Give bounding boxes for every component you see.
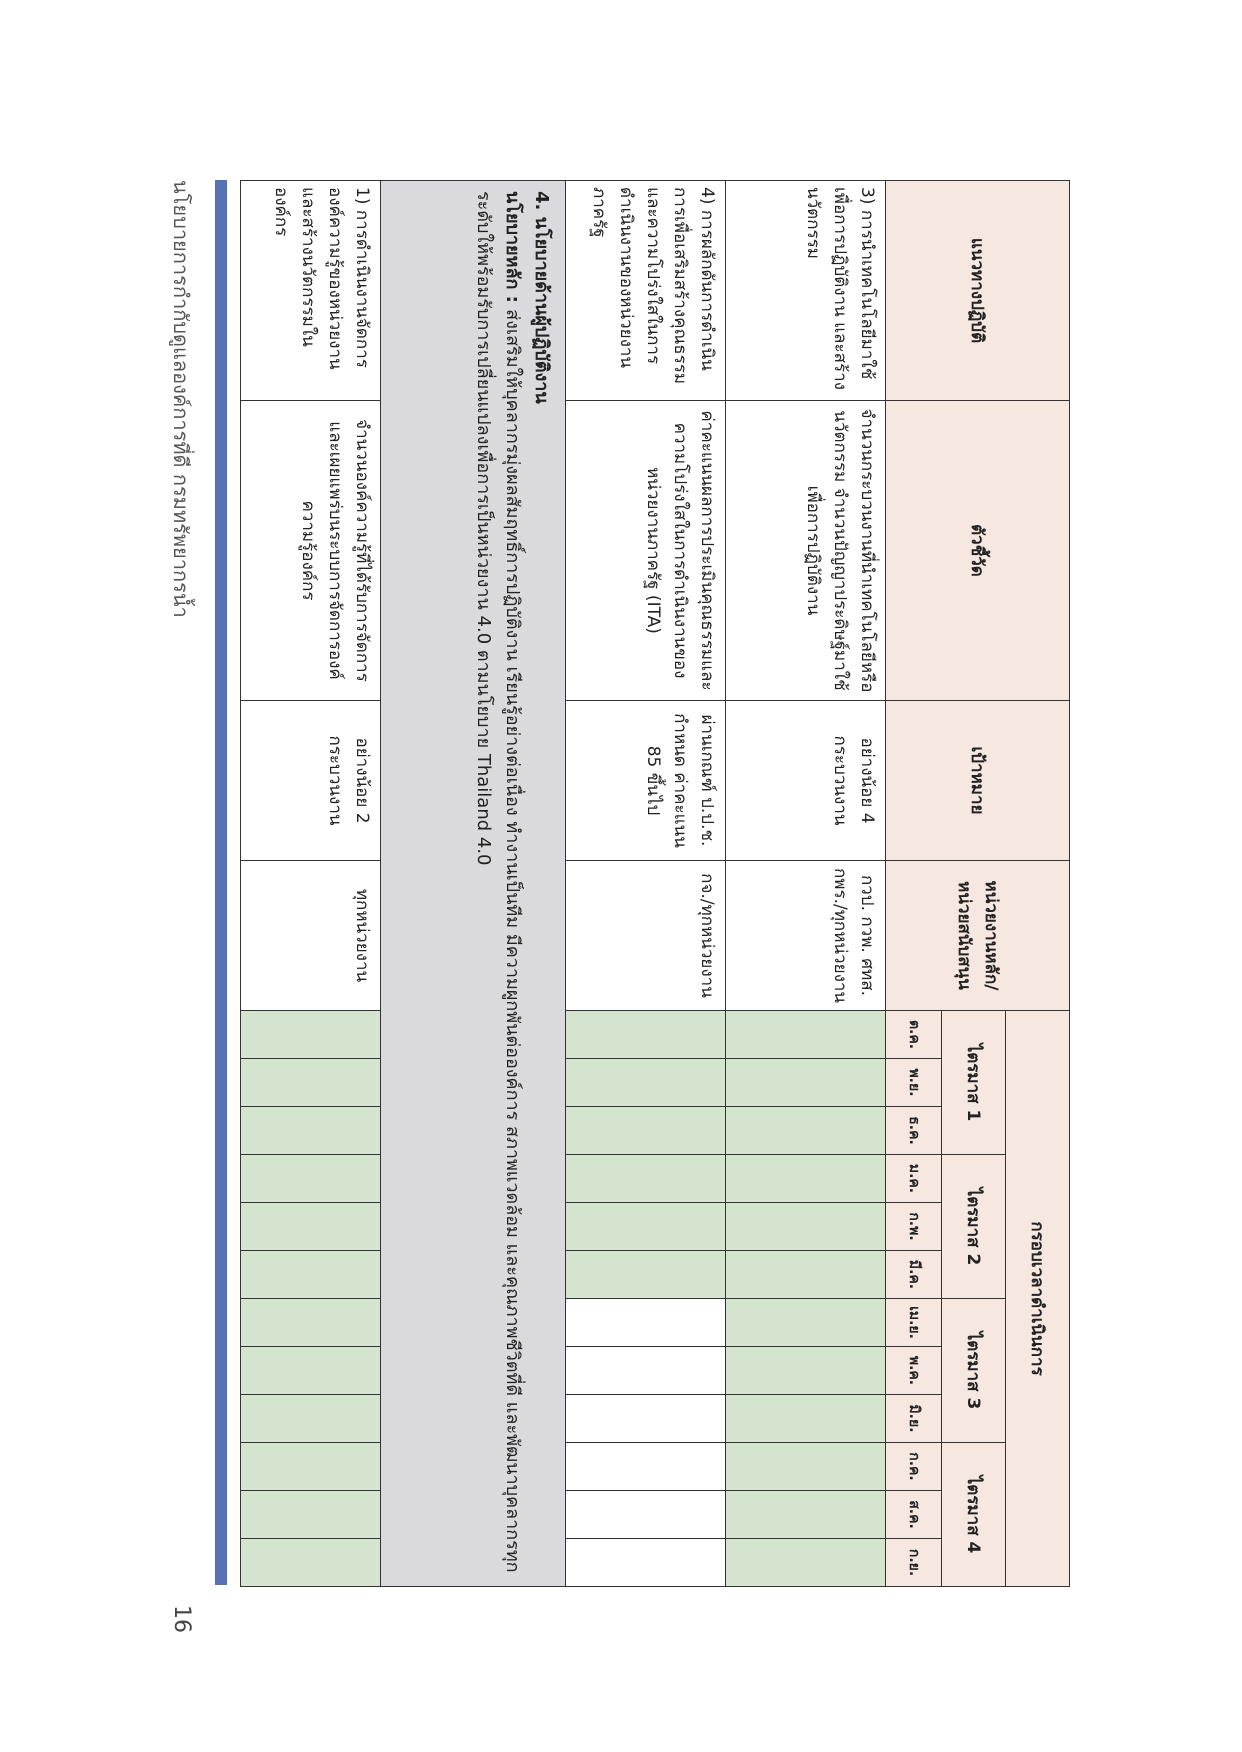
schedule-cell <box>566 1059 726 1107</box>
month: ก.ค. <box>886 1443 941 1491</box>
col-timeframe: กรอบเวลาดำเนินการ <box>1005 1011 1069 1587</box>
schedule-cell <box>726 1299 886 1347</box>
schedule-cell <box>566 1011 726 1059</box>
quarter-1: ไตรมาส 1 <box>941 1011 1005 1155</box>
action-plan-table <box>240 180 1070 1587</box>
quarter-3: ไตรมาส 3 <box>941 1299 1005 1443</box>
table-row <box>566 181 726 1587</box>
schedule-cell <box>566 1491 726 1539</box>
policy-block <box>381 181 566 1587</box>
table-row <box>241 181 381 1587</box>
schedule-cell <box>566 1299 726 1347</box>
schedule-cell <box>241 1155 381 1203</box>
col-indicator: ตัวชี้วัด <box>886 401 1070 701</box>
schedule-cell <box>566 1347 726 1395</box>
row-approach: 4) การผลักดันการดำเนินการเพื่อเสริมสร้างคุณธรรมและความโปร่งใสในการดำเนินงานของหน่วยงานภาครัฐ <box>566 181 726 401</box>
page-number: 16 <box>169 1605 194 1633</box>
month: มิ.ย. <box>886 1395 941 1443</box>
schedule-cell <box>241 1011 381 1059</box>
schedule-cell <box>726 1011 886 1059</box>
schedule-cell <box>726 1251 886 1299</box>
col-target: เป้าหมาย <box>886 701 1070 861</box>
schedule-cell <box>241 1347 381 1395</box>
schedule-cell <box>241 1395 381 1443</box>
schedule-cell <box>566 1155 726 1203</box>
schedule-cell <box>241 1491 381 1539</box>
footer-rule <box>215 180 227 1585</box>
month: ก.พ. <box>886 1203 941 1251</box>
policy-row <box>381 181 566 1587</box>
schedule-cell <box>566 1251 726 1299</box>
schedule-cell <box>566 1203 726 1251</box>
month: ธ.ค. <box>886 1107 941 1155</box>
schedule-cell <box>726 1395 886 1443</box>
col-unit: หน่วยงานหลัก/หน่วยสนับสนุน <box>886 861 1070 1011</box>
footer-title: นโยบายการกำกับดูแลองค์การที่ดี กรมทรัพยากรน้ำ <box>169 180 193 618</box>
month: ส.ค. <box>886 1491 941 1539</box>
month: ม.ค. <box>886 1155 941 1203</box>
schedule-cell <box>241 1299 381 1347</box>
row-target: อย่างน้อย 2 กระบวนงาน <box>241 701 381 861</box>
schedule-cell <box>726 1107 886 1155</box>
month: พ.ค. <box>886 1347 941 1395</box>
schedule-cell <box>726 1059 886 1107</box>
schedule-cell <box>566 1539 726 1587</box>
row-target: ผ่านเกณฑ์ ป.ป.ช. กำหนด ค่าคะแนน 85 ขึ้นไป <box>566 701 726 861</box>
schedule-cell <box>241 1203 381 1251</box>
row-indicator: ค่าคะแนนผลการประเมินคุณธรรมและความโปร่งใสในการดำเนินงานของหน่วยงานภาครัฐ (ITA) <box>566 401 726 701</box>
month: ต.ค. <box>886 1011 941 1059</box>
row-indicator: จำนวนองค์ความรู้ที่ได้รับการจัดการ และเผยแพร่บนระบบการจัดการองค์ความรู้องค์กร <box>241 401 381 701</box>
policy-main-label: นโยบายหลัก : <box>502 191 524 303</box>
schedule-cell <box>241 1059 381 1107</box>
quarter-4: ไตรมาส 4 <box>941 1443 1005 1587</box>
row-indicator: จำนวนกระบวนงานที่นำเทคโนโลยีหรือนวัตกรรม จำนวนปัญญาประดิษฐ์มาใช้เพื่อการปฏิบัติงาน <box>726 401 886 701</box>
schedule-cell <box>726 1539 886 1587</box>
schedule-cell <box>241 1107 381 1155</box>
schedule-cell <box>566 1443 726 1491</box>
row-approach: 3) การนำเทคโนโลยีมาใช้เพื่อการปฏิบัติงาน และสร้างนวัตกรรม <box>726 181 886 401</box>
row-target: อย่างน้อย 4 กระบวนงาน <box>726 701 886 861</box>
policy-main-text: ส่งเสริมให้บุคลากรมุ่งผลสัมฤทธิ์การปฏิบัติงาน เรียนรู้อย่างต่อเนื่อง ทำงานเป็นทีม มีความผูกพันต่อองค์การ สภาพแวดล้อม และคุณภาพชีวิตที่ดี และพัฒนาบุคลากรทุกระดับให้พร้อมรับการเปลี่ยนแปลงเพื่อการเป็นหน่วยงาน 4.0 ตามนโยบาย Thailand 4.0 <box>473 191 524 1573</box>
schedule-cell <box>726 1491 886 1539</box>
quarter-2: ไตรมาส 2 <box>941 1155 1005 1299</box>
policy-main <box>470 191 528 1576</box>
row-unit: ทุกหน่วยงาน <box>241 861 381 1011</box>
row-unit: กจ./ทุกหน่วยงาน <box>566 861 726 1011</box>
month: พ.ย. <box>886 1059 941 1107</box>
col-approach: แนวทางปฏิบัติ <box>886 181 1070 401</box>
row-approach: 1) การดำเนินงานจัดการองค์ความรู้ของหน่วยงานและสร้างนวัตกรรมในองค์กร <box>241 181 381 401</box>
schedule-cell <box>241 1251 381 1299</box>
schedule-cell <box>241 1539 381 1587</box>
month: ก.ย. <box>886 1539 941 1587</box>
header-row-1 <box>1005 181 1069 1587</box>
schedule-cell <box>726 1443 886 1491</box>
schedule-cell <box>726 1155 886 1203</box>
schedule-cell <box>241 1443 381 1491</box>
month: มี.ค. <box>886 1251 941 1299</box>
schedule-cell <box>566 1395 726 1443</box>
policy-title: 4. นโยบายด้านผู้ปฏิบัติงาน <box>531 191 553 404</box>
table-row <box>726 181 886 1587</box>
schedule-cell <box>566 1107 726 1155</box>
schedule-cell <box>726 1347 886 1395</box>
row-unit: กวป. กวพ. ศทส. กพร./ทุกหน่วยงาน <box>726 861 886 1011</box>
schedule-cell <box>726 1203 886 1251</box>
month: เม.ย. <box>886 1299 941 1347</box>
